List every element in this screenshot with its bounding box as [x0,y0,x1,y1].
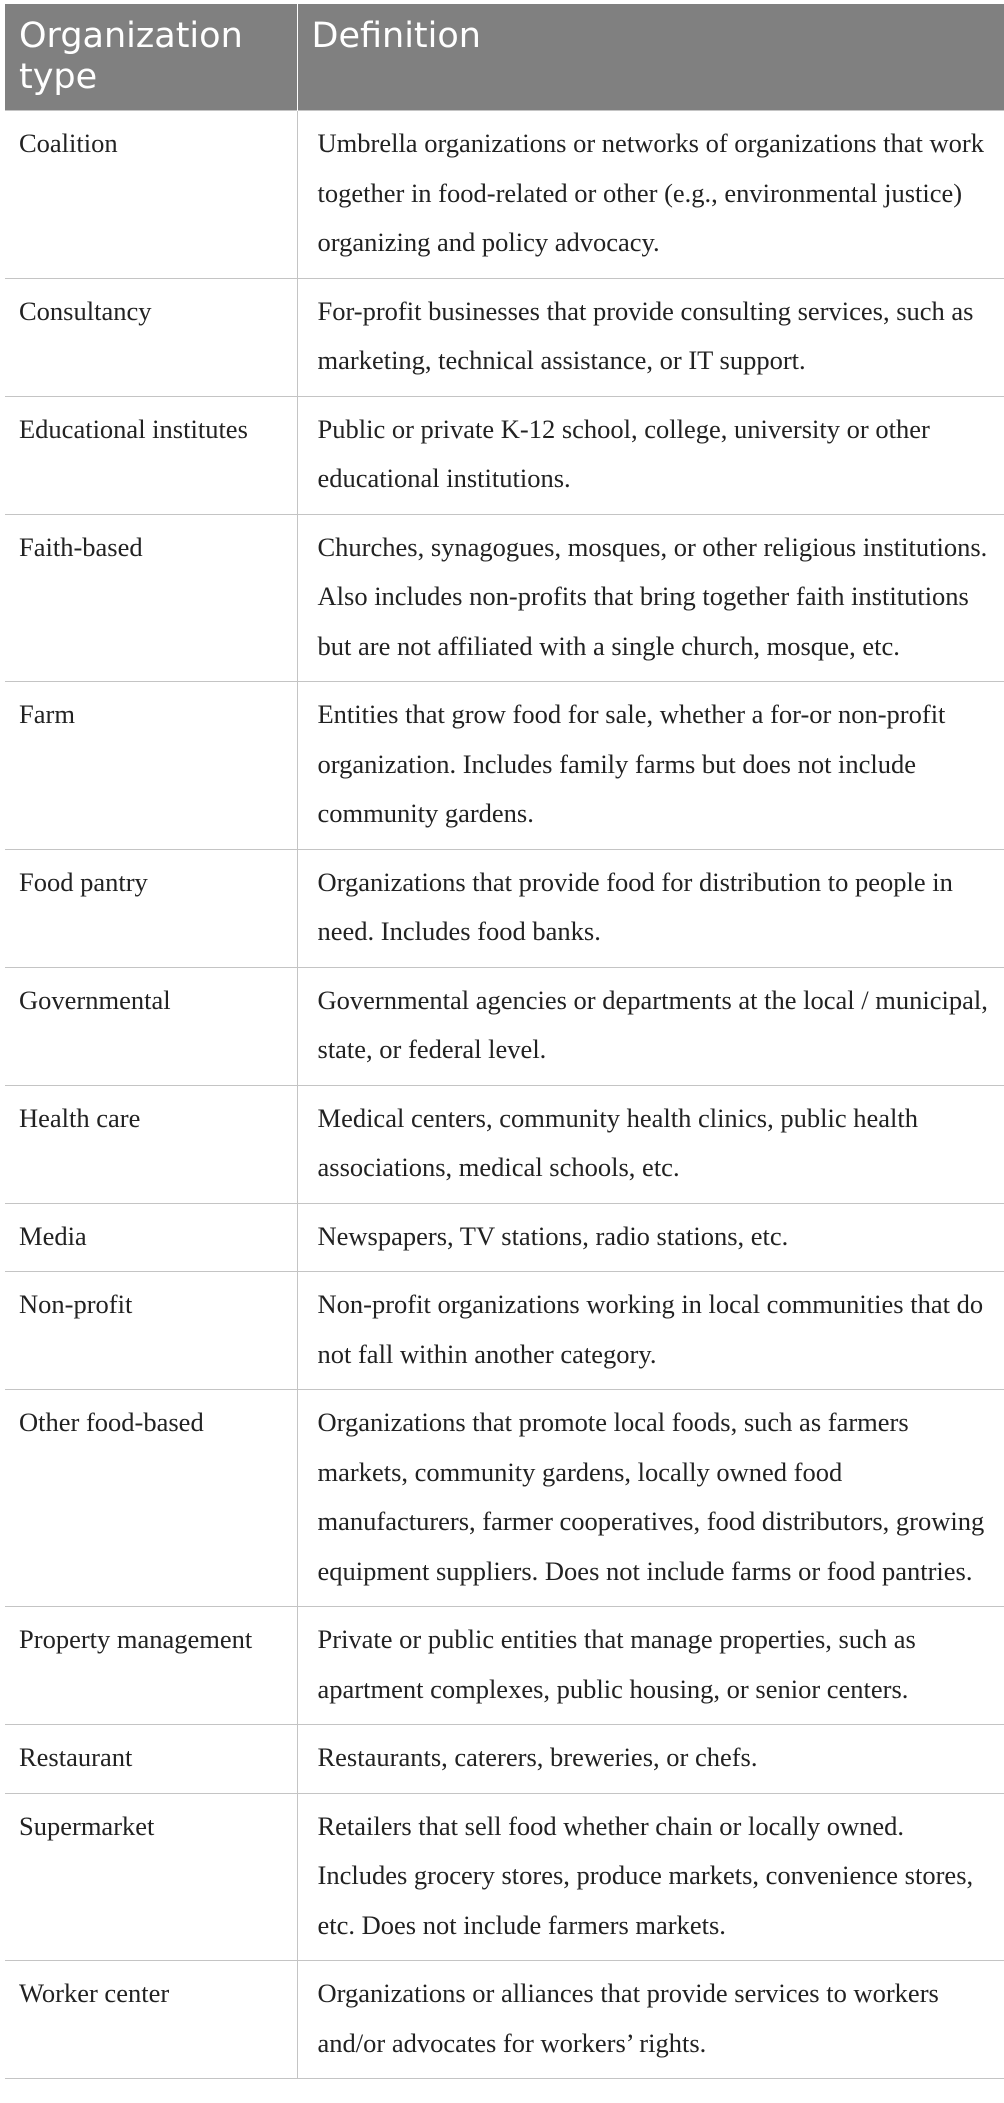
cell-definition: Non-profit organizations working in local communities that do not fall within another category. [297,1272,1004,1390]
table-row [5,1607,1004,1725]
cell-definition: Organizations that provide food for distribution to people in need. Includes food banks. [297,849,1004,967]
cell-definition: Umbrella organizations or networks of organizations that work together in food-related or other (e.g., environmental justice) organizing and policy advocacy. [297,111,1004,279]
cell-organization-type: Educational institutes [5,396,297,514]
cell-organization-type: Media [5,1203,297,1272]
cell-organization-type: Other food-based [5,1390,297,1607]
cell-organization-type: Governmental [5,967,297,1085]
table-row [5,1961,1004,2079]
cell-definition: Newspapers, TV stations, radio stations, etc. [297,1203,1004,1272]
cell-organization-type: Consultancy [5,278,297,396]
cell-definition: Medical centers, community health clinics, public health associations, medical schools, etc. [297,1085,1004,1203]
table-row [5,849,1004,967]
cell-organization-type: Faith-based [5,514,297,682]
cell-definition: Organizations that promote local foods, such as farmers markets, community gardens, locally owned food manufacturers, farmer cooperatives, food distributors, growing equipment suppliers. Does not include farms or food pantries. [297,1390,1004,1607]
cell-definition: Organizations or alliances that provide services to workers and/or advocates for workers’ rights. [297,1961,1004,2079]
organization-type-table-container [5,4,1004,2079]
cell-definition: Entities that grow food for sale, whether a for-or non-profit organization. Includes family farms but does not include community gardens. [297,682,1004,850]
table-row [5,682,1004,850]
cell-definition: Retailers that sell food whether chain or locally owned. Includes grocery stores, produce markets, convenience stores, etc. Does not include farmers markets. [297,1793,1004,1961]
cell-organization-type: Property management [5,1607,297,1725]
cell-organization-type: Worker center [5,1961,297,2079]
header-row [5,4,1004,111]
organization-type-table [5,4,1004,2079]
table-row [5,1793,1004,1961]
table-row [5,1085,1004,1203]
cell-organization-type: Supermarket [5,1793,297,1961]
table-header [5,4,1004,111]
table-row [5,111,1004,279]
header-organization-type: Organization type [5,4,297,111]
table-row [5,396,1004,514]
cell-organization-type: Health care [5,1085,297,1203]
cell-organization-type: Restaurant [5,1725,297,1794]
table-row [5,1390,1004,1607]
cell-organization-type: Non-profit [5,1272,297,1390]
table-row [5,1203,1004,1272]
cell-definition: For-profit businesses that provide consulting services, such as marketing, technical assistance, or IT support. [297,278,1004,396]
table-row [5,1272,1004,1390]
cell-organization-type: Food pantry [5,849,297,967]
cell-organization-type: Coalition [5,111,297,279]
cell-definition: Private or public entities that manage properties, such as apartment complexes, public housing, or senior centers. [297,1607,1004,1725]
table-row [5,278,1004,396]
cell-definition: Public or private K-12 school, college, university or other educational institutions. [297,396,1004,514]
header-definition: Definition [297,4,1004,111]
cell-organization-type: Farm [5,682,297,850]
cell-definition: Governmental agencies or departments at the local / municipal, state, or federal level. [297,967,1004,1085]
cell-definition: Restaurants, caterers, breweries, or chefs. [297,1725,1004,1794]
table-body [5,111,1004,2079]
table-row [5,967,1004,1085]
cell-definition: Churches, synagogues, mosques, or other religious institutions. Also includes non-profits that bring together faith institutions but are not affiliated with a single church, mosque, etc. [297,514,1004,682]
table-row [5,514,1004,682]
table-row [5,1725,1004,1794]
